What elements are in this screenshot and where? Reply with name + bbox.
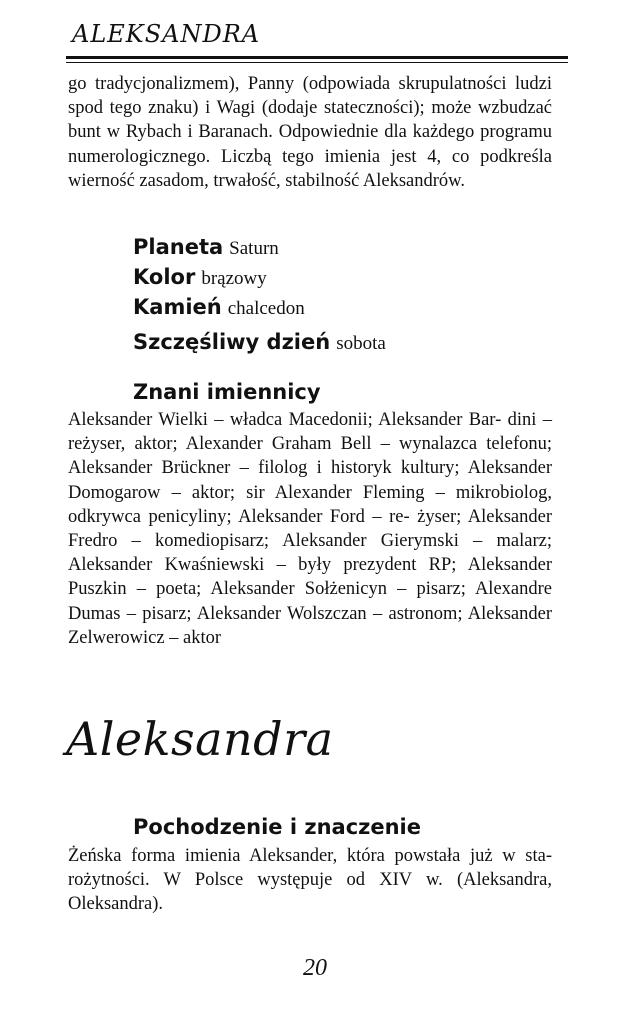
attribute-lucky-day [133,327,386,357]
namesakes-paragraph: Aleksander Wielki – władca Macedonii; Aleksander Bar- dini – reżyser, aktor; Alexander Graham Bell – wynalazca telefonu; Aleksander Brückner – filolog i historyk kultury; Aleksander Domogarow – aktor; sir Alexander Fleming – mikrobiolog, odkrywca penicyliny; Aleksander Ford – re- żyser; Aleksander Fredro – komediopisarz; Aleksander Gierymski – malarz; Aleksander Kwaśniewski – były prezydent RP; Aleksander Puszkin – poeta; Aleksander Sołżenicyn – pisarz; Alexandre Dumas – pisarz; Aleksander Wolszczan – astronom; Aleksander Zelwerowicz – aktor [68,410,552,648]
attribute-value: Saturn [229,238,279,259]
attribute-list [133,232,386,357]
attribute-key: Kolor [133,265,196,289]
running-header-title: ALEKSANDRA [72,20,261,48]
namesakes-heading: Znani imiennicy [133,380,321,404]
origin-paragraph: Żeńska forma imienia Aleksander, która powstała już w sta- rożytności. W Polsce występuje od XIV w. (Aleksandra, Oleksandra). [68,846,552,915]
attribute-key: Kamień [133,295,222,319]
attribute-color [133,262,386,292]
attribute-key: Planeta [133,235,224,259]
page-number: 20 [303,955,327,981]
header-rule-thick [66,56,568,59]
intro-paragraph: go tradycjonalizmem), Panny (odpowiada skrupulatności ludzi spod tego znaku) i Wagi (dodaje stateczności); może wzbudzać bunt w Rybach i Baranach. Odpowiednie dla każdego programu numerologicznego. Liczbą tego imienia jest 4, co podkreśla wierność zasadom, trwałość, stabilność Aleksandrów. [68,74,552,191]
attribute-stone [133,292,386,322]
attribute-key: Szczęśliwy dzień [133,330,331,354]
origin-heading: Pochodzenie i znaczenie [133,815,422,839]
header-rule-thin [66,62,568,63]
attribute-planet [133,232,386,262]
attribute-value: brązowy [201,268,267,289]
entry-name-heading: Aleksandra [66,712,334,766]
attribute-value: chalcedon [227,298,305,319]
attribute-value: sobota [336,333,386,354]
